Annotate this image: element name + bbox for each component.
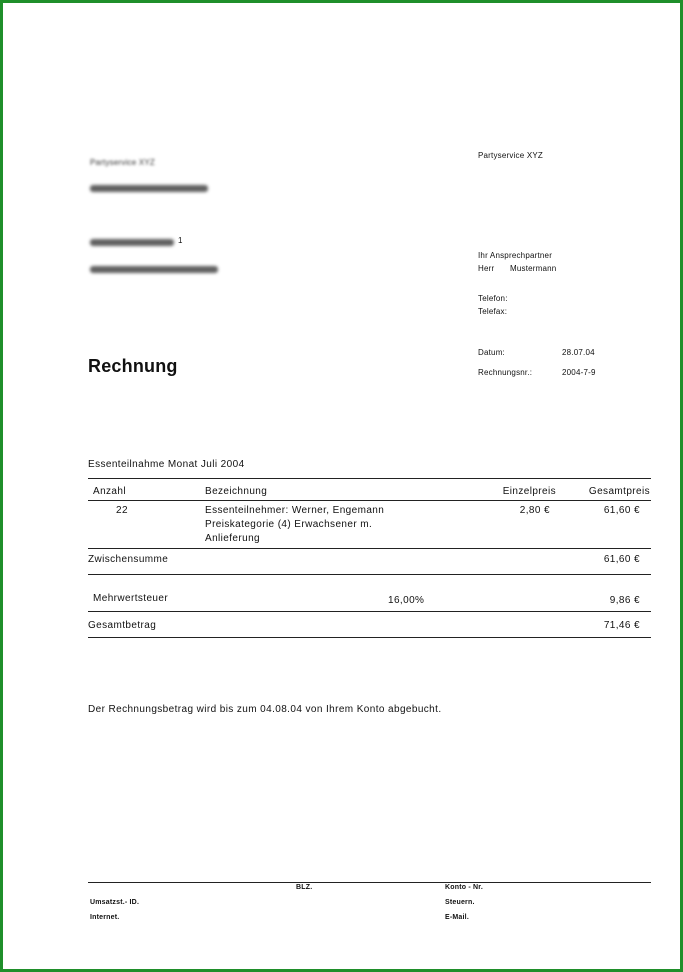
sender-line: Partyservice XYZ (90, 158, 155, 167)
invoice-number-label: Rechnungsnr.: (478, 368, 533, 377)
header-gesamtpreis: Gesamtpreis (588, 486, 650, 497)
row-anzahl: 22 (116, 505, 128, 516)
footer-konto: Konto - Nr. (445, 884, 483, 891)
recipient-house-number: 1 (178, 236, 183, 245)
footer-steuer: Steuern. (445, 899, 475, 906)
row-gesamtpreis: 61,60 € (603, 505, 640, 516)
tax-value: 9,86 € (609, 595, 640, 606)
header-bezeichnung: Bezeichnung (205, 486, 268, 497)
row-einzelpreis: 2,80 € (519, 505, 550, 516)
contact-heading: Ihr Ansprechpartner (478, 251, 553, 260)
total-rule (88, 637, 651, 638)
contact-name: Mustermann (510, 264, 557, 273)
contact-prefix: Herr (478, 264, 495, 273)
telefax-label: Telefax: (478, 307, 508, 316)
subtotal-label: Zwischensumme (88, 554, 169, 565)
date-label: Datum: (478, 348, 505, 357)
sender-name-redacted (90, 185, 208, 192)
telefon-label: Telefon: (478, 294, 508, 303)
row-bezeichnung-line2: Preiskategorie (4) Erwachsener m. (205, 519, 373, 530)
footer-internet: Internet. (90, 914, 120, 921)
total-value: 71,46 € (603, 620, 640, 631)
invoice-subject: Essenteilnahme Monat Juli 2004 (88, 459, 245, 470)
table-header-rule (88, 500, 651, 501)
row-bezeichnung-line3: Anlieferung (205, 533, 260, 544)
table-top-rule (88, 478, 651, 479)
header-einzelpreis: Einzelpreis (502, 486, 556, 497)
table-row-rule (88, 548, 651, 549)
recipient-street-redacted (90, 239, 174, 246)
tax-label: Mehrwertsteuer (93, 593, 169, 604)
date-value: 28.07.04 (562, 348, 595, 357)
header-anzahl: Anzahl (93, 486, 126, 497)
total-label: Gesamtbetrag (88, 620, 157, 631)
company-name: Partyservice XYZ (478, 151, 543, 160)
recipient-city-redacted (90, 266, 218, 273)
tax-rule (88, 611, 651, 612)
footer-blz: BLZ. (296, 884, 313, 891)
footer-email: E-Mail. (445, 914, 469, 921)
subtotal-value: 61,60 € (603, 554, 640, 565)
payment-note: Der Rechnungsbetrag wird bis zum 04.08.04 von Ihrem Konto abgebucht. (88, 704, 442, 715)
invoice-number-value: 2004-7-9 (562, 368, 596, 377)
tax-rate: 16,00% (388, 595, 425, 606)
subtotal-rule (88, 574, 651, 575)
row-bezeichnung-line1: Essenteilnehmer: Werner, Engemann (205, 505, 385, 516)
invoice-title: Rechnung (88, 356, 178, 376)
footer-ust: Umsatzst.- ID. (90, 899, 140, 906)
footer-rule (88, 882, 651, 883)
